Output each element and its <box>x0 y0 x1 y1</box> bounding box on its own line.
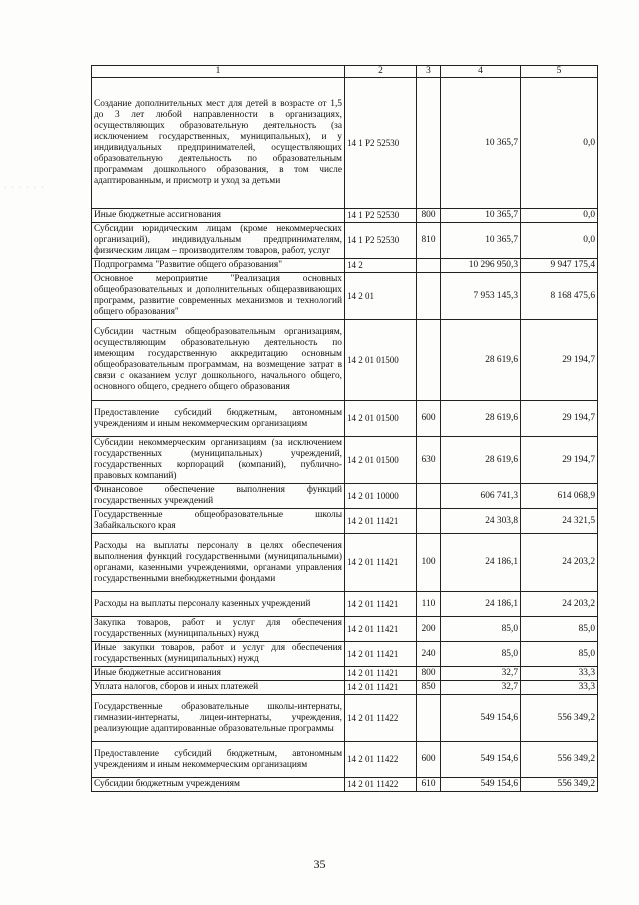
row-amount-year1-cell: 28 619,6 <box>441 401 521 437</box>
budget-table <box>91 65 598 792</box>
row-expense-type-cell: 800 <box>417 667 441 681</box>
table-row <box>92 778 598 792</box>
row-amount-year1-cell: 10 365,7 <box>441 78 521 209</box>
table-row <box>92 667 598 681</box>
row-amount-year1-cell: 24 303,8 <box>441 509 521 534</box>
row-amount-year2-cell: 24 203,2 <box>521 592 598 617</box>
row-name-cell: Закупка товаров, работ и услуг для обеспечения государственных (муниципальных) нужд <box>92 617 345 642</box>
header-cell-4: 4 <box>441 66 521 78</box>
row-name-cell: Предоставление субсидий бюджетным, автономным учреждениям и иным некоммерческим организациям <box>92 401 345 437</box>
row-amount-year2-cell: 85,0 <box>521 642 598 667</box>
row-amount-year1-cell: 28 619,6 <box>441 437 521 484</box>
header-cell-3: 3 <box>417 66 441 78</box>
row-amount-year1-cell: 606 741,3 <box>441 484 521 509</box>
row-amount-year2-cell: 29 194,7 <box>521 320 598 401</box>
row-expense-type-cell: 810 <box>417 223 441 259</box>
row-amount-year1-cell: 24 186,1 <box>441 592 521 617</box>
row-amount-year2-cell: 9 947 175,4 <box>521 259 598 273</box>
header-cell-1: 1 <box>92 66 345 78</box>
row-name-cell: Иные бюджетные ассигнования <box>92 209 345 223</box>
row-amount-year1-cell: 28 619,6 <box>441 320 521 401</box>
row-expense-type-cell: 100 <box>417 534 441 592</box>
row-name-cell: Уплата налогов, сборов и иных платежей <box>92 681 345 695</box>
row-amount-year2-cell: 556 349,2 <box>521 778 598 792</box>
row-name-cell: Расходы на выплаты персоналу в целях обеспечения выполнения функций государственными (муниципальными) органами, казенными учреждениями, органами управления государственными внебюджетными фондами <box>92 534 345 592</box>
row-expense-type-cell: 600 <box>417 742 441 778</box>
row-amount-year2-cell: 0,0 <box>521 209 598 223</box>
row-expense-type-cell <box>417 273 441 320</box>
row-code-cell: 14 2 01 11421 <box>345 534 417 592</box>
row-name-cell: Субсидии некоммерческим организациям (за исключением государственных (муниципальных) учреждений, государственных корпораций (компаний), публично-правовых компаний) <box>92 437 345 484</box>
page-number: 35 <box>313 857 326 871</box>
row-expense-type-cell: 110 <box>417 592 441 617</box>
table-row <box>92 223 598 259</box>
table-row <box>92 681 598 695</box>
table-row <box>92 509 598 534</box>
row-amount-year2-cell: 8 168 475,6 <box>521 273 598 320</box>
row-name-cell: Субсидии юридическим лицам (кроме некоммерческих организаций), индивидуальным предпринимателям, физическим лицам – производителям товаров, работ, услуг <box>92 223 345 259</box>
table-row <box>92 642 598 667</box>
row-expense-type-cell: 200 <box>417 617 441 642</box>
row-amount-year1-cell: 32,7 <box>441 681 521 695</box>
table-row <box>92 209 598 223</box>
row-amount-year1-cell: 10 365,7 <box>441 223 521 259</box>
row-amount-year1-cell: 32,7 <box>441 667 521 681</box>
table-row <box>92 484 598 509</box>
row-code-cell: 14 2 01 11421 <box>345 617 417 642</box>
row-expense-type-cell <box>417 509 441 534</box>
row-amount-year2-cell: 556 349,2 <box>521 742 598 778</box>
table-row <box>92 534 598 592</box>
row-name-cell: Иные закупки товаров, работ и услуг для обеспечения государственных (муниципальных) нужд <box>92 642 345 667</box>
row-code-cell: 14 1 Р2 52530 <box>345 209 417 223</box>
row-amount-year1-cell: 549 154,6 <box>441 742 521 778</box>
header-cell-5: 5 <box>521 66 598 78</box>
row-name-cell: Предоставление субсидий бюджетным, автономным учреждениям и иным некоммерческим организациям <box>92 742 345 778</box>
table-row <box>92 273 598 320</box>
row-name-cell: Государственные образовательные школы-интернаты, гимназии-интернаты, лицеи-интернаты, учреждения, реализующие адаптированные образовательные программы <box>92 695 345 742</box>
row-name-cell: Иные бюджетные ассигнования <box>92 667 345 681</box>
row-expense-type-cell: 240 <box>417 642 441 667</box>
row-code-cell: 14 2 01 11421 <box>345 681 417 695</box>
row-code-cell: 14 2 01 11421 <box>345 642 417 667</box>
row-code-cell: 14 2 01 01500 <box>345 401 417 437</box>
row-expense-type-cell: 850 <box>417 681 441 695</box>
row-code-cell: 14 2 01 01500 <box>345 320 417 401</box>
table-row <box>92 742 598 778</box>
row-amount-year2-cell: 85,0 <box>521 617 598 642</box>
table-row <box>92 401 598 437</box>
row-code-cell: 14 2 01 11421 <box>345 592 417 617</box>
row-code-cell: 14 2 01 01500 <box>345 437 417 484</box>
row-code-cell: 14 2 01 11422 <box>345 778 417 792</box>
row-amount-year1-cell: 85,0 <box>441 617 521 642</box>
row-name-cell: Основное мероприятие "Реализация основных общеобразовательных и дополнительных общеразвивающих программ, развитие современных механизмов и технологий общего образования" <box>92 273 345 320</box>
row-expense-type-cell <box>417 320 441 401</box>
row-code-cell: 14 1 Р2 52530 <box>345 78 417 209</box>
row-expense-type-cell: 600 <box>417 401 441 437</box>
row-name-cell: Расходы на выплаты персоналу казенных учреждений <box>92 592 345 617</box>
row-amount-year2-cell: 556 349,2 <box>521 695 598 742</box>
row-amount-year2-cell: 29 194,7 <box>521 401 598 437</box>
table-row <box>92 617 598 642</box>
row-amount-year1-cell: 10 296 950,3 <box>441 259 521 273</box>
row-name-cell: Субсидии бюджетным учреждениям <box>92 778 345 792</box>
row-amount-year1-cell: 10 365,7 <box>441 209 521 223</box>
row-expense-type-cell <box>417 695 441 742</box>
row-expense-type-cell: 610 <box>417 778 441 792</box>
row-amount-year2-cell: 0,0 <box>521 78 598 209</box>
row-amount-year1-cell: 549 154,6 <box>441 695 521 742</box>
row-code-cell: 14 2 01 11422 <box>345 695 417 742</box>
row-amount-year2-cell: 33,3 <box>521 667 598 681</box>
row-amount-year1-cell: 7 953 145,3 <box>441 273 521 320</box>
row-amount-year2-cell: 24 321,5 <box>521 509 598 534</box>
row-amount-year2-cell: 29 194,7 <box>521 437 598 484</box>
row-name-cell: Подпрограмма "Развитие общего образования" <box>92 259 345 273</box>
row-name-cell: Создание дополнительных мест для детей в возрасте от 1,5 до 3 лет любой направленности в организациях, осуществляющих образовательную деятельность (за исключением государственных, муниципальных), и у индивидуальных предпринимателей, осуществляющих образовательную деятельность по образовательным программам дошкольного образования, в том числе адаптированным, и присмотр и уход за детьми <box>92 78 345 209</box>
row-amount-year2-cell: 33,3 <box>521 681 598 695</box>
row-amount-year1-cell: 85,0 <box>441 642 521 667</box>
row-code-cell: 14 2 <box>345 259 417 273</box>
table-row <box>92 695 598 742</box>
table-row <box>92 259 598 273</box>
row-expense-type-cell: 630 <box>417 437 441 484</box>
row-expense-type-cell <box>417 259 441 273</box>
row-code-cell: 14 2 01 11422 <box>345 742 417 778</box>
row-name-cell: Государственные общеобразовательные школы Забайкальского края <box>92 509 345 534</box>
row-amount-year2-cell: 24 203,2 <box>521 534 598 592</box>
table-row <box>92 437 598 484</box>
header-cell-2: 2 <box>345 66 417 78</box>
row-code-cell: 14 2 01 <box>345 273 417 320</box>
row-amount-year1-cell: 549 154,6 <box>441 778 521 792</box>
row-expense-type-cell: 800 <box>417 209 441 223</box>
row-amount-year2-cell: 614 068,9 <box>521 484 598 509</box>
row-name-cell: Финансовое обеспечение выполнения функций государственных учреждений <box>92 484 345 509</box>
row-code-cell: 14 2 01 11421 <box>345 667 417 681</box>
row-expense-type-cell <box>417 78 441 209</box>
margin-mark: · · · · · · <box>4 185 46 191</box>
row-code-cell: 14 1 Р2 52530 <box>345 223 417 259</box>
row-amount-year1-cell: 24 186,1 <box>441 534 521 592</box>
row-code-cell: 14 2 01 11421 <box>345 509 417 534</box>
row-name-cell: Субсидии частным общеобразовательным организациям, осуществляющим образовательную деятельность по имеющим государственную аккредитацию основным общеобразовательным программам, на возмещение затрат в связи с оказанием услуг дошкольного, начального общего, основного общего, среднего общего образования <box>92 320 345 401</box>
table-row <box>92 78 598 209</box>
table-row <box>92 592 598 617</box>
row-amount-year2-cell: 0,0 <box>521 223 598 259</box>
row-code-cell: 14 2 01 10000 <box>345 484 417 509</box>
row-expense-type-cell <box>417 484 441 509</box>
header-row <box>92 66 598 78</box>
table-row <box>92 320 598 401</box>
